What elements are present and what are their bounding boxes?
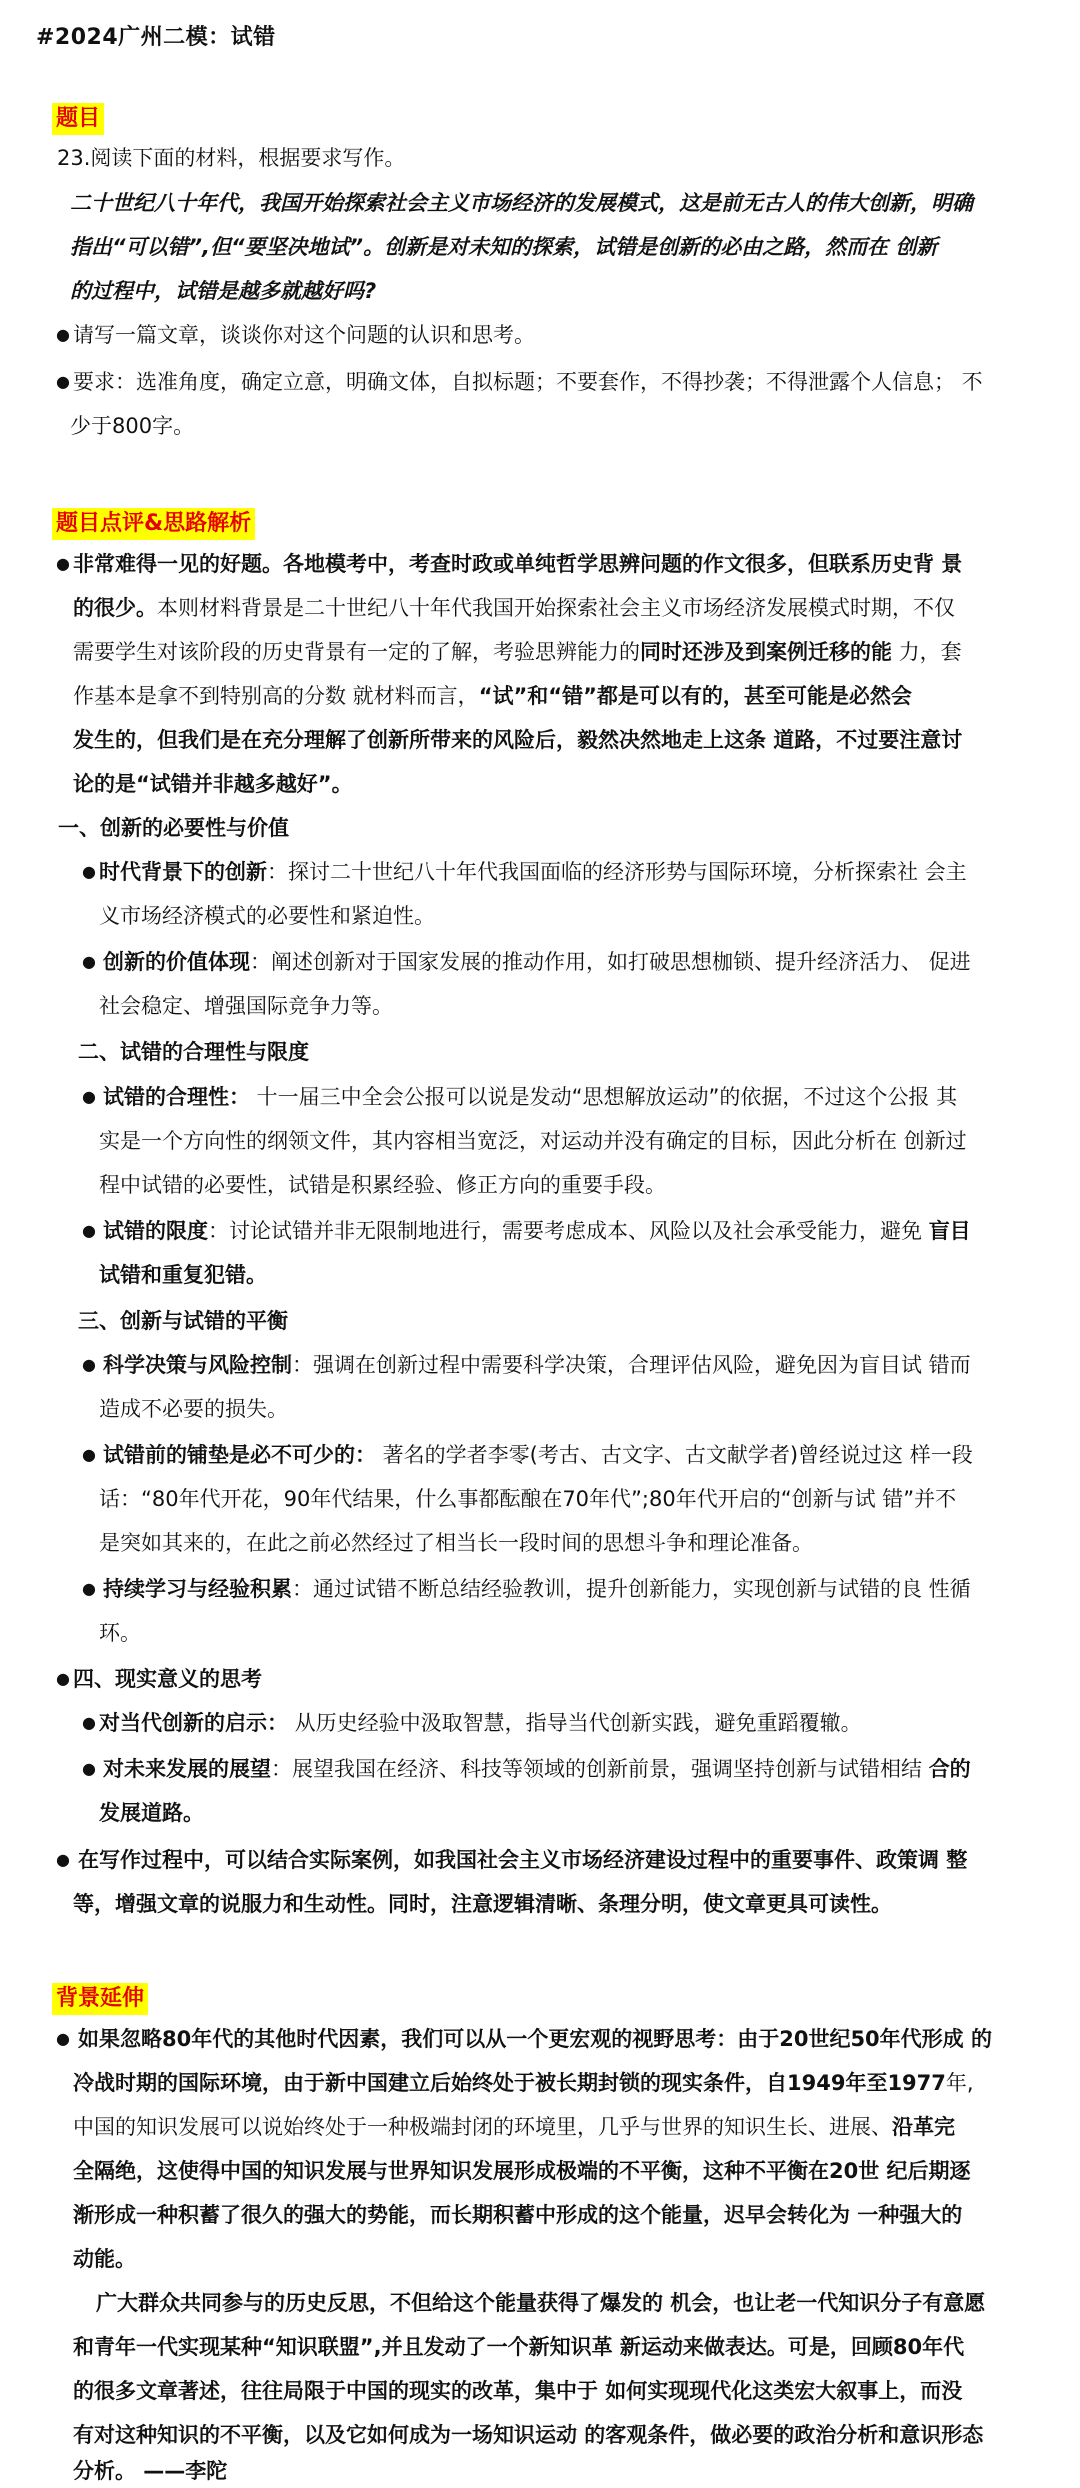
f1-line-5: 渐形成一种积蓄了很久的强大的势能，而长期积蓄中形成的这个能量，迟早会转化为 一种强大的 bbox=[73, 2203, 963, 2227]
heading-analysis: 题目点评&思路解析 bbox=[52, 508, 255, 540]
analysis-p1-line-4: 作基本是拿不到特别高的分数 就材料而言，“试”和“错”都是可以有的，甚至可能是必然会 bbox=[73, 684, 912, 708]
a1-line-1: 时代背景下的创新：探讨二十世纪八十年代我国面临的经济形势与国际环境，分析探索社 会主 bbox=[99, 860, 967, 884]
f1-line-6: 动能。 bbox=[73, 2247, 136, 2271]
b1-line-2: 实是一个方向性的纲领文件，其内容相当宽泛，对运动并没有确定的目标，因此分析在 创新过 bbox=[99, 1129, 967, 1153]
bullet-icon: ● bbox=[82, 1355, 96, 1374]
bullet-icon: ● bbox=[82, 952, 96, 971]
c1-line-2: 造成不必要的损失。 bbox=[99, 1397, 288, 1421]
f2-line-1: 广大群众共同参与的历史反思，不但给这个能量获得了爆发的 机会，也让老一代知识分子有意愿 bbox=[96, 2291, 986, 2315]
b1-line-1: 试错的合理性： 十一届三中全会公报可以说是发动“思想解放运动”的依据，不过这个公报 其 bbox=[103, 1085, 958, 1109]
c2-line-3: 是突如其来的，在此之前必然经过了相当长一段时间的思想斗争和理论准备。 bbox=[99, 1531, 813, 1555]
bullet-icon: ● bbox=[82, 862, 96, 881]
bullet-icon: ● bbox=[56, 372, 70, 391]
topic-intro: 23.阅读下面的材料，根据要求写作。 bbox=[57, 146, 406, 170]
f2-line-2: 和青年一代实现某种“知识联盟”,并且发动了一个新知识革 新运动来做表达。可是，回顾80年代 bbox=[73, 2335, 965, 2359]
d1-line-1: 对当代创新的启示： 从历史经验中汲取智慧，指导当代创新实践，避免重蹈覆辙。 bbox=[99, 1711, 862, 1735]
a2-line-1: 创新的价值体现：阐述创新对于国家发展的推动作用，如打破思想枷锁、提升经济活力、 促进 bbox=[103, 950, 971, 974]
bullet-icon: ● bbox=[82, 1579, 96, 1598]
b2-line-2: 试错和重复犯错。 bbox=[99, 1263, 267, 1287]
material-line-3: 的过程中，试错是越多就越好吗? bbox=[70, 279, 377, 303]
e1-line-2: 等，增强文章的说服力和生动性。同时，注意逻辑清晰、条理分明，使文章更具可读性。 bbox=[73, 1892, 892, 1916]
c3-line-1: 持续学习与经验积累：通过试错不断总结经验教训，提升创新能力，实现创新与试错的良 性循 bbox=[103, 1577, 971, 1601]
requirement-2-line-1: 要求：选准角度，确定立意，明确文体，自拟标题；不要套作，不得抄袭；不得泄露个人信息； 不 bbox=[73, 370, 983, 394]
bullet-icon: ● bbox=[82, 1759, 96, 1778]
bullet-icon: ● bbox=[56, 554, 70, 573]
f2-line-4: 有对这种知识的不平衡，以及它如何成为一场知识运动 的客观条件，做必要的政治分析和意识形态 bbox=[73, 2423, 984, 2447]
e1-line-1: 在写作过程中，可以结合实际案例，如我国社会主义市场经济建设过程中的重要事件、政策调 整 bbox=[78, 1848, 968, 1872]
b1-line-3: 程中试错的必要性，试错是积累经验、修正方向的重要手段。 bbox=[99, 1173, 666, 1197]
analysis-p1-line-6: 论的是“试错并非越多越好”。 bbox=[73, 772, 353, 796]
d2-line-2: 发展道路。 bbox=[99, 1801, 204, 1825]
bullet-icon: ● bbox=[82, 1221, 96, 1240]
a1-line-2: 义市场经济模式的必要性和紧迫性。 bbox=[99, 904, 435, 928]
requirement-2-line-2: 少于800字。 bbox=[70, 414, 195, 438]
subheading-one: 一、创新的必要性与价值 bbox=[58, 816, 289, 840]
heading-topic: 题目 bbox=[52, 103, 104, 135]
b2-line-1: 试错的限度：讨论试错并非无限制地进行，需要考虑成本、风险以及社会承受能力，避免 盲目 bbox=[103, 1219, 971, 1243]
c2-line-2: 话：“80年代开花，90年代结果，什么事都酝酿在70年代”;80年代开启的“创新与试 错”并不 bbox=[99, 1487, 957, 1511]
f2-line-5: 分析。 ——李陀 bbox=[73, 2459, 228, 2483]
heading-background: 背景延伸 bbox=[52, 1983, 148, 2015]
analysis-p1-line-3: 需要学生对该阶段的历史背景有一定的了解，考验思辨能力的同时还涉及到案例迁移的能 力，套 bbox=[73, 640, 962, 664]
c2-line-1: 试错前的铺垫是必不可少的： 著名的学者李零(考古、古文字、古文献学者)曾经说过这 样一段 bbox=[103, 1443, 973, 1467]
analysis-p1-line-2: 的很少。本则材料背景是二十世纪八十年代我国开始探索社会主义市场经济发展模式时期，不仅 bbox=[73, 596, 955, 620]
c1-line-1: 科学决策与风险控制：强调在创新过程中需要科学决策，合理评估风险，避免因为盲目试 错而 bbox=[103, 1353, 971, 1377]
bullet-icon: ● bbox=[56, 325, 70, 344]
f1-line-2: 冷战时期的国际环境，由于新中国建立后始终处于被长期封锁的现实条件，自1949年至1977年, bbox=[73, 2071, 974, 2095]
analysis-p1-line-1: 非常难得一见的好题。各地模考中，考查时政或单纯哲学思辨问题的作文很多，但联系历史背 景 bbox=[73, 552, 963, 576]
bullet-icon: ● bbox=[56, 1850, 70, 1869]
subheading-four: 四、现实意义的思考 bbox=[73, 1667, 262, 1691]
f1-line-1: 如果忽略80年代的其他时代因素，我们可以从一个更宏观的视野思考：由于20世纪50年代形成 的 bbox=[78, 2027, 992, 2051]
f2-line-3: 的很多文章著述，往往局限于中国的现实的改革，集中于 如何实现现代化这类宏大叙事上，而没 bbox=[73, 2379, 963, 2403]
f1-line-4: 全隔绝，这使得中国的知识发展与世界知识发展形成极端的不平衡，这种不平衡在20世 纪后期逐 bbox=[73, 2159, 971, 2183]
subheading-three: 三、创新与试错的平衡 bbox=[78, 1309, 288, 1333]
requirement-1: 请写一篇文章，谈谈你对这个问题的认识和思考。 bbox=[73, 323, 535, 347]
bullet-icon: ● bbox=[82, 1445, 96, 1464]
analysis-p1-line-5: 发生的，但我们是在充分理解了创新所带来的风险后，毅然决然地走上这条 道路，不过要注意讨 bbox=[73, 728, 963, 752]
bullet-icon: ● bbox=[56, 2029, 70, 2048]
material-line-1: 二十世纪八十年代，我国开始探索社会主义市场经济的发展模式，这是前无古人的伟大创新，明确 bbox=[70, 191, 973, 215]
bullet-icon: ● bbox=[82, 1713, 96, 1732]
a2-line-2: 社会稳定、增强国际竞争力等。 bbox=[99, 994, 393, 1018]
bullet-icon: ● bbox=[82, 1087, 96, 1106]
c3-line-2: 环。 bbox=[99, 1621, 141, 1645]
subheading-two: 二、试错的合理性与限度 bbox=[78, 1040, 309, 1064]
material-line-2: 指出“可以错”,但“要坚决地试”。创新是对未知的探索，试错是创新的必由之路，然而在 创新 bbox=[70, 235, 938, 259]
bullet-icon: ● bbox=[56, 1669, 70, 1688]
document-title: #2024广州二模：试错 bbox=[36, 25, 276, 50]
d2-line-1: 对未来发展的展望：展望我国在经济、科技等领域的创新前景，强调坚持创新与试错相结 合的 bbox=[103, 1757, 971, 1781]
f1-line-3: 中国的知识发展可以说始终处于一种极端封闭的环境里，几乎与世界的知识生长、进展、沿革完 bbox=[73, 2115, 955, 2139]
